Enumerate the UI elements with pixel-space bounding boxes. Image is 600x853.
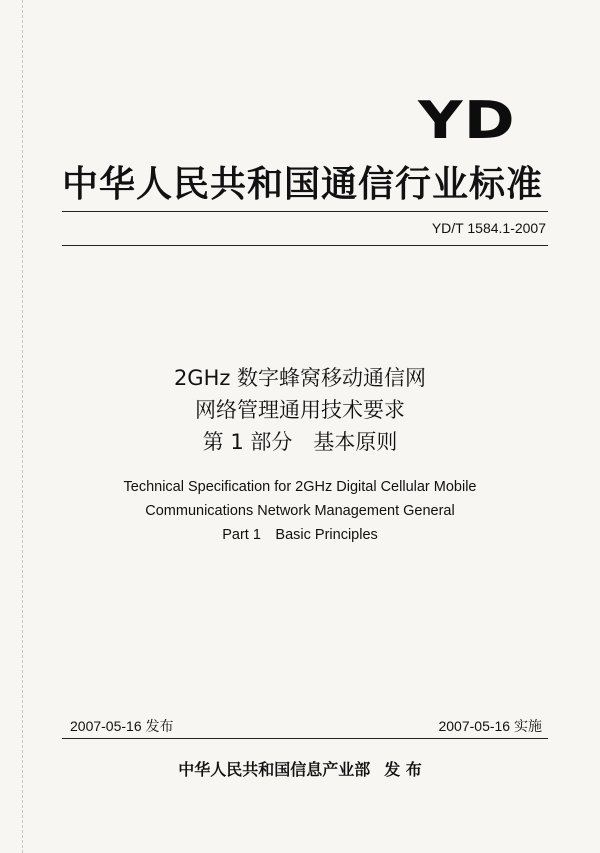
implement-date: 2007-05-16 实施 <box>438 718 542 734</box>
title-zh-line-3: 第 1 部分 基本原则 <box>202 430 398 454</box>
middle-rule <box>62 245 548 246</box>
top-rule <box>62 211 548 212</box>
title-zh-line-1: 2GHz 数字蜂窝移动通信网 <box>173 366 427 390</box>
title-en-line-2: Communications Network Management General <box>145 503 455 519</box>
title-en-line-1: Technical Specification for 2GHz Digital Cellular Mobile <box>123 479 477 495</box>
bottom-rule <box>62 738 548 739</box>
publisher-name: 中华人民共和国信息产业部 <box>178 760 371 779</box>
chinese-title-block <box>0 362 600 458</box>
publisher-suffix: 发 布 <box>384 760 422 779</box>
standard-number: YD/T 1584.1-2007 <box>431 220 546 236</box>
title-en-line-3: Part 1 Basic Principles <box>222 527 378 543</box>
yd-logo: YD <box>418 91 516 151</box>
publish-date: 2007-05-16 发布 <box>70 718 174 734</box>
publisher-line <box>0 757 600 780</box>
english-title-block <box>0 475 600 547</box>
title-zh-line-2: 网络管理通用技术要求 <box>195 398 405 422</box>
org-title: 中华人民共和国通信行业标准 <box>62 164 544 205</box>
